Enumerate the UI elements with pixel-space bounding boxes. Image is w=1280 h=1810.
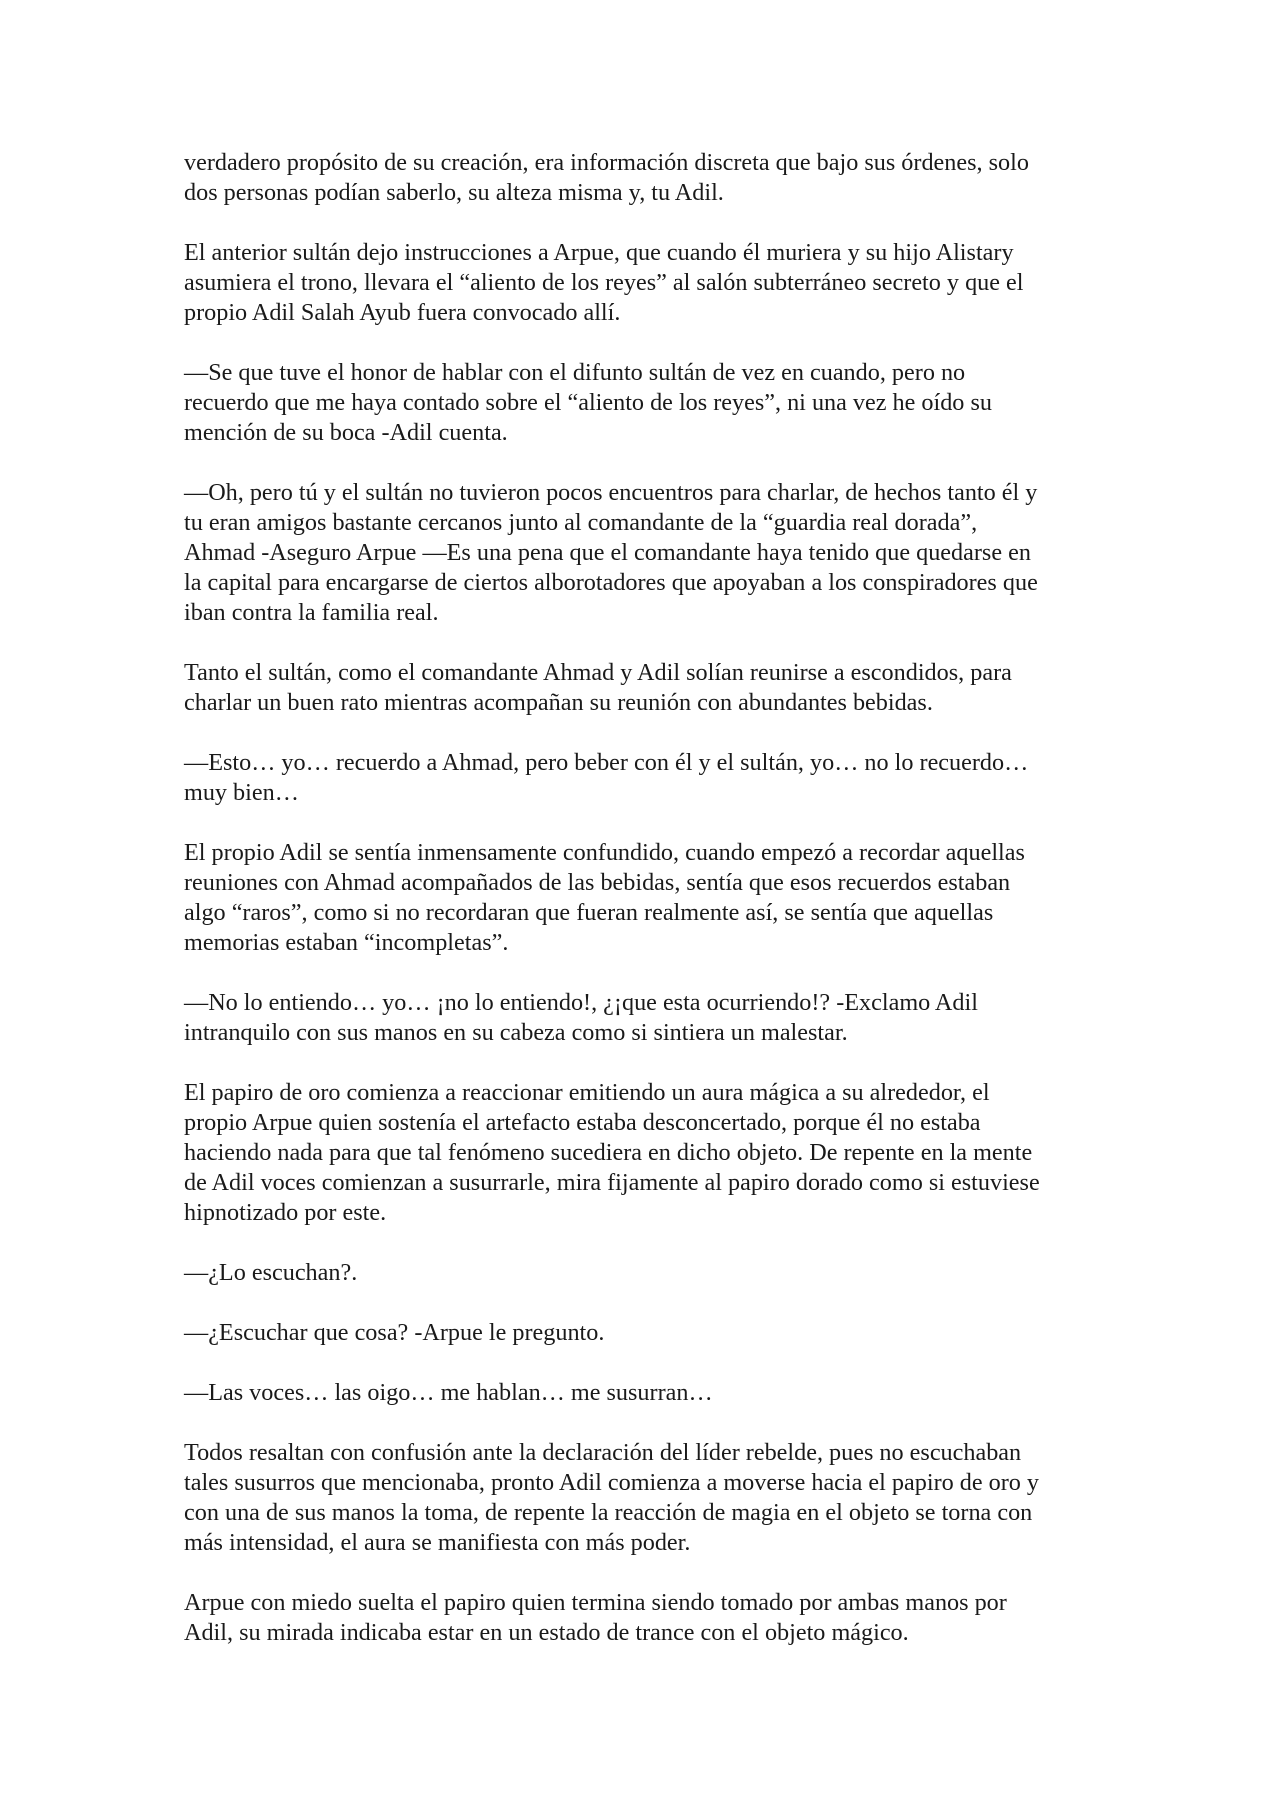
text-line: propio Adil Salah Ayub fuera convocado allí. [184, 299, 621, 326]
text-line: El anterior sultán dejo instrucciones a Arpue, que cuando él muriera y su hijo Alistary [184, 239, 1014, 266]
text-line: más intensidad, el aura se manifiesta con más poder. [184, 1529, 691, 1556]
paragraph [184, 478, 1124, 628]
paragraph [184, 658, 1124, 718]
paragraph [184, 238, 1124, 328]
text-line: memorias estaban “incompletas”. [184, 929, 509, 956]
document-page [184, 148, 1124, 1678]
paragraph [184, 838, 1124, 958]
text-line: con una de sus manos la toma, de repente la reacción de magia en el objeto se torna con [184, 1499, 1033, 1526]
paragraph [184, 1378, 1124, 1408]
text-line: tu eran amigos bastante cercanos junto al comandante de la “guardia real dorada”, [184, 509, 978, 536]
paragraph [184, 1078, 1124, 1228]
text-line: Ahmad -Aseguro Arpue —Es una pena que el comandante haya tenido que quedarse en [184, 539, 1031, 566]
text-line: algo “raros”, como si no recordaran que fueran realmente así, se sentía que aquellas [184, 899, 994, 926]
text-line: —Las voces… las oigo… me hablan… me susurran… [184, 1379, 713, 1406]
text-line: propio Arpue quien sostenía el artefacto estaba desconcertado, porque él no estaba [184, 1109, 981, 1136]
text-line: charlar un buen rato mientras acompañan su reunión con abundantes bebidas. [184, 689, 933, 716]
text-line: —¿Escuchar que cosa? -Arpue le pregunto. [184, 1319, 605, 1346]
text-line: tales susurros que mencionaba, pronto Adil comienza a moverse hacia el papiro de oro y [184, 1469, 1040, 1496]
text-line: muy bien… [184, 779, 299, 806]
text-line: la capital para encargarse de ciertos alborotadores que apoyaban a los conspiradores que [184, 569, 1038, 596]
text-line: haciendo nada para que tal fenómeno sucediera en dicho objeto. De repente en la mente [184, 1139, 1033, 1166]
text-line: intranquilo con sus manos en su cabeza como si sintiera un malestar. [184, 1019, 848, 1046]
text-line: —¿Lo escuchan?. [184, 1259, 358, 1286]
paragraph [184, 1588, 1124, 1648]
text-line: —Oh, pero tú y el sultán no tuvieron pocos encuentros para charlar, de hechos tanto él y [184, 479, 1038, 506]
text-line: reuniones con Ahmad acompañados de las bebidas, sentía que esos recuerdos estaban [184, 869, 1011, 896]
text-line: Arpue con miedo suelta el papiro quien termina siendo tomado por ambas manos por [184, 1589, 1007, 1616]
text-line: dos personas podían saberlo, su alteza misma y, tu Adil. [184, 179, 724, 206]
text-line: —Se que tuve el honor de hablar con el difunto sultán de vez en cuando, pero no [184, 359, 966, 386]
text-line: verdadero propósito de su creación, era información discreta que bajo sus órdenes, solo [184, 149, 1029, 176]
text-line: Tanto el sultán, como el comandante Ahmad y Adil solían reunirse a escondidos, para [184, 659, 1012, 686]
text-line: iban contra la familia real. [184, 599, 439, 626]
text-line: El papiro de oro comienza a reaccionar emitiendo un aura mágica a su alrededor, el [184, 1079, 990, 1106]
text-line: —No lo entiendo… yo… ¡no lo entiendo!, ¿¡que esta ocurriendo!? -Exclamo Adil [184, 989, 978, 1016]
text-line: mención de su boca -Adil cuenta. [184, 419, 508, 446]
paragraph [184, 358, 1124, 448]
text-line: de Adil voces comienzan a susurrarle, mira fijamente al papiro dorado como si estuviese [184, 1169, 1040, 1196]
paragraph [184, 988, 1124, 1048]
text-line: El propio Adil se sentía inmensamente confundido, cuando empezó a recordar aquellas [184, 839, 1025, 866]
text-line: hipnotizado por este. [184, 1199, 387, 1226]
text-line: asumiera el trono, llevara el “aliento de los reyes” al salón subterráneo secreto y que el [184, 269, 1024, 296]
paragraph [184, 1258, 1124, 1288]
text-line: Adil, su mirada indicaba estar en un estado de trance con el objeto mágico. [184, 1619, 909, 1646]
text-line: Todos resaltan con confusión ante la declaración del líder rebelde, pues no escuchaban [184, 1439, 1022, 1466]
text-line: recuerdo que me haya contado sobre el “aliento de los reyes”, ni una vez he oído su [184, 389, 992, 416]
paragraph [184, 1318, 1124, 1348]
paragraph [184, 148, 1124, 208]
text-line: —Esto… yo… recuerdo a Ahmad, pero beber con él y el sultán, yo… no lo recuerdo… [184, 749, 1029, 776]
paragraph [184, 1438, 1124, 1558]
paragraph [184, 748, 1124, 808]
